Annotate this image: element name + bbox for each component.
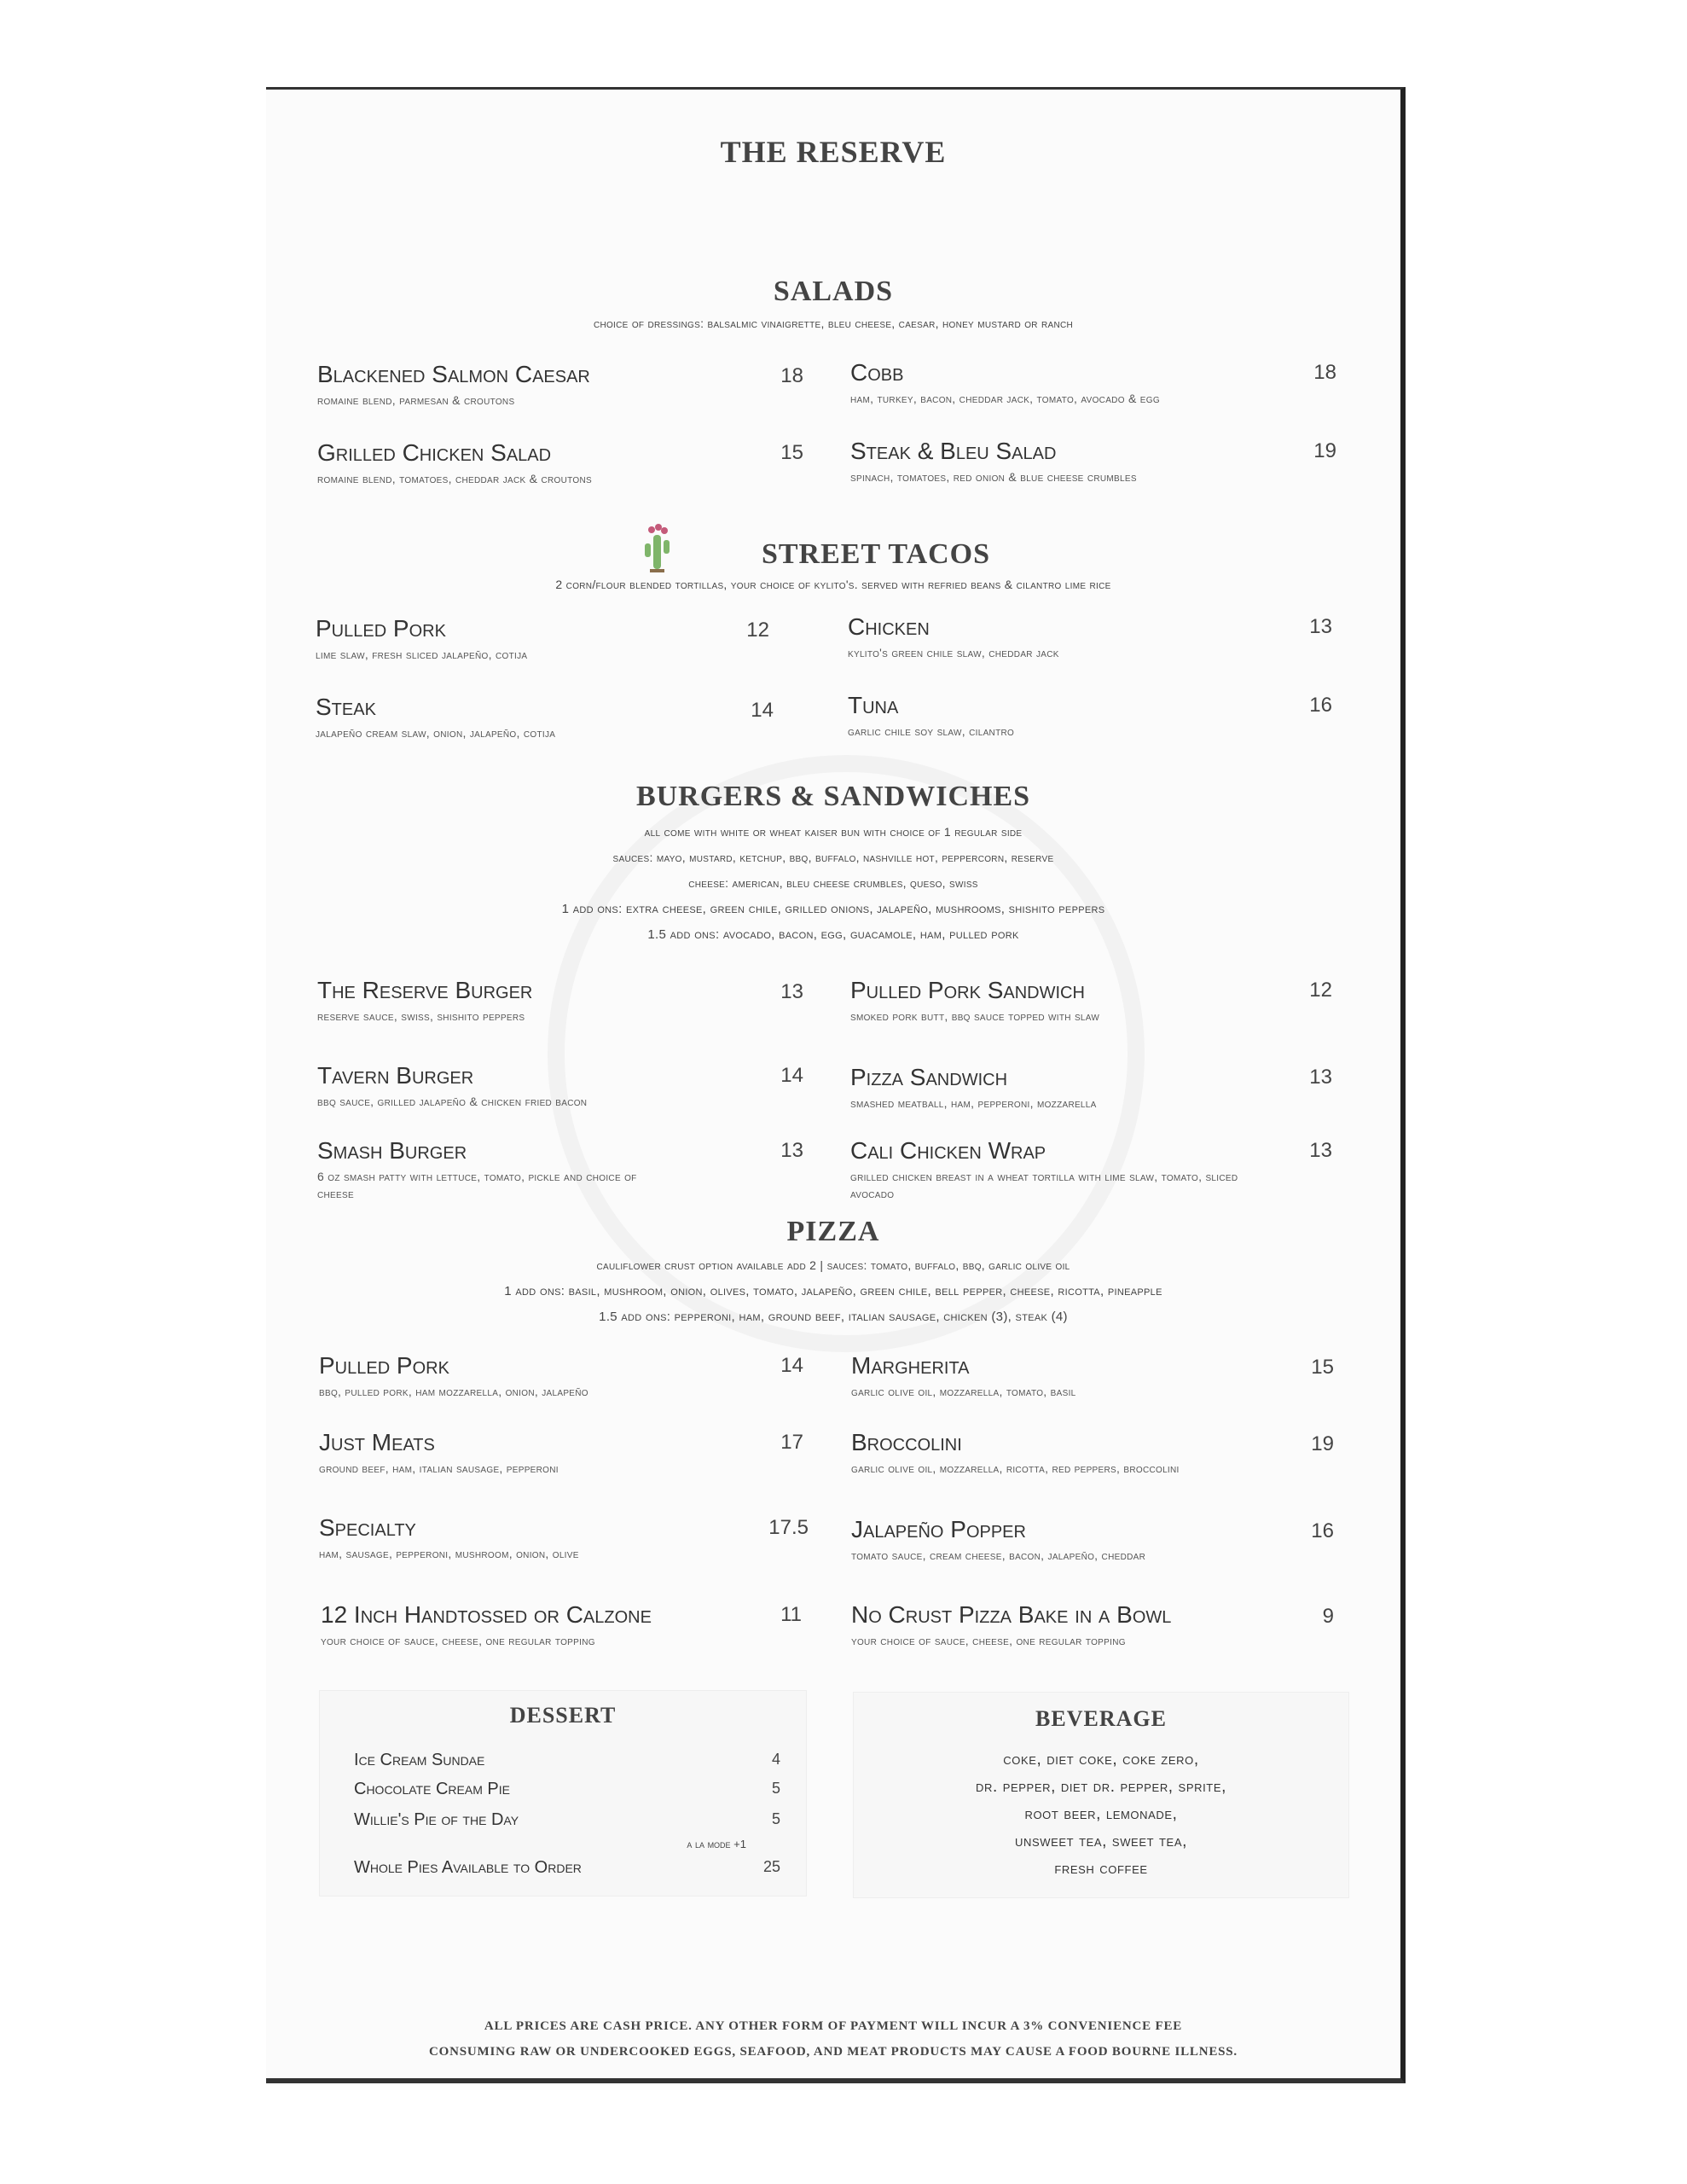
menu-item	[848, 692, 1325, 740]
item-price: 13	[1309, 615, 1332, 638]
pizza-note: 1.5 add ons: pepperoni, ham, ground beef, italian sausage, chicken (3), steak (4)	[599, 1310, 1068, 1324]
dessert-price: 5	[771, 1810, 780, 1827]
dessert-name: Ice Cream Sundae	[354, 1751, 485, 1769]
item-desc: kylito's green chile slaw, cheddar jack	[848, 646, 1059, 659]
menu-item	[851, 1601, 1329, 1649]
item-desc: 6 oz smash patty with lettuce, tomato, pickle and choice of cheese	[317, 1170, 637, 1200]
beverage-line: coke, diet coke, coke zero,	[1003, 1751, 1199, 1769]
item-name: Grilled Chicken Salad	[317, 439, 552, 466]
item-desc: spinach, tomatoes, red onion & blue cheese crumbles	[850, 470, 1137, 484]
item-price: 19	[1311, 1432, 1334, 1455]
item-desc: bbq, pulled pork, ham mozzarella, onion, jalapeño	[319, 1385, 588, 1398]
salads-dressing-note: choice of dressings: balsalmic vinaigrette, bleu cheese, caesar, honey mustard or ranch	[593, 317, 1074, 330]
item-name: No Crust Pizza Bake in a Bowl	[851, 1601, 1172, 1628]
burgers-note: sauces: mayo, mustard, ketchup, bbq, buffalo, nashville hot, peppercorn, reserve	[612, 851, 1054, 864]
item-price: 17	[780, 1431, 803, 1454]
beverage-line: dr. pepper, diet dr. pepper, sprite,	[976, 1778, 1226, 1796]
item-desc: grilled chicken breast in a wheat tortilla with lime slaw, tomato, sliced avocado	[850, 1170, 1238, 1200]
dessert-price: 4	[771, 1751, 780, 1768]
beverage-line: unsweet tea, sweet tea,	[1015, 1833, 1187, 1850]
item-name: The Reserve Burger	[317, 977, 533, 1003]
item-price: 18	[780, 364, 803, 387]
tacos-note: 2 corn/flour blended tortillas, your choice of kylito's. served with refried beans & cilantro lime rice	[555, 578, 1111, 591]
item-name: Pulled Pork	[319, 1352, 449, 1379]
item-desc: bbq sauce, grilled jalapeño & chicken fried bacon	[317, 1095, 588, 1108]
item-price: 13	[780, 1139, 803, 1162]
menu-item	[848, 613, 1325, 661]
burgers-note: cheese: american, bleu cheese crumbles, queso, swiss	[688, 876, 978, 890]
item-desc: garlic chile soy slaw, cilantro	[848, 724, 1015, 738]
pizza-note: cauliflower crust option available add 2 | sauces: tomato, buffalo, bbq, garlic olive oil	[596, 1258, 1070, 1272]
item-price: 19	[1313, 439, 1336, 462]
item-price: 14	[780, 1064, 803, 1087]
item-desc: garlic olive oil, mozzarella, ricotta, red peppers, broccolini	[851, 1461, 1180, 1475]
item-desc: jalapeño cream slaw, onion, jalapeño, cotija	[316, 726, 556, 740]
item-price: 17.5	[768, 1516, 809, 1539]
item-price: 13	[1309, 1139, 1332, 1162]
item-price: 18	[1313, 361, 1336, 384]
menu-item	[850, 438, 1328, 485]
a-la-mode-note: a la mode +1	[687, 1838, 746, 1850]
item-desc: romaine blend, tomatoes, cheddar jack & croutons	[317, 472, 592, 485]
menu-item	[317, 1137, 641, 1202]
menu-item	[850, 359, 1328, 407]
dessert-price: 5	[771, 1780, 780, 1797]
item-desc: garlic olive oil, mozzarella, tomato, basil	[851, 1385, 1076, 1398]
burgers-note: 1 add ons: extra cheese, green chile, grilled onions, jalapeño, mushrooms, shishito peppers	[561, 902, 1105, 916]
item-name: Steak	[316, 694, 376, 720]
beverage-title: BEVERAGE	[1035, 1706, 1167, 1731]
item-name: Pizza Sandwich	[850, 1064, 1008, 1090]
item-price: 12	[746, 619, 769, 642]
dessert-row	[354, 1751, 780, 1776]
item-desc: smoked pork butt, bbq sauce topped with slaw	[850, 1009, 1100, 1023]
item-desc: romaine blend, parmesan & croutons	[317, 393, 515, 407]
item-name: 12 Inch Handtossed or Calzone	[321, 1601, 652, 1628]
dessert-price: 25	[762, 1858, 780, 1875]
item-name: Steak & Bleu Salad	[850, 438, 1057, 464]
item-desc: ham, sausage, pepperoni, mushroom, onion, olive	[319, 1547, 579, 1560]
item-name: Jalapeño Popper	[851, 1516, 1026, 1542]
item-price: 13	[1309, 1066, 1332, 1089]
item-name: Margherita	[851, 1352, 970, 1379]
item-name: Broccolini	[851, 1429, 962, 1455]
item-name: Tuna	[848, 692, 899, 718]
beverage-box	[853, 1692, 1349, 1898]
item-price: 11	[780, 1603, 802, 1626]
menu-item	[319, 1429, 797, 1477]
item-name: Blackened Salmon Caesar	[317, 361, 590, 387]
item-name: Tavern Burger	[317, 1062, 474, 1089]
menu-item	[851, 1516, 1329, 1564]
menu-item	[850, 1064, 1328, 1112]
dessert-name: Willie's Pie of the Day	[354, 1810, 519, 1829]
item-desc: lime slaw, fresh sliced jalapeño, cotija	[316, 648, 528, 661]
dessert-row	[354, 1858, 780, 1884]
item-name: Cobb	[850, 359, 904, 386]
item-price: 16	[1311, 1519, 1334, 1542]
menu-item	[317, 439, 795, 487]
item-price: 15	[780, 441, 803, 464]
item-desc: reserve sauce, swiss, shishito peppers	[317, 1009, 525, 1023]
item-desc: ground beef, ham, italian sausage, pepperoni	[319, 1461, 559, 1475]
pizza-note: 1 add ons: basil, mushroom, onion, olives, tomato, jalapeño, green chile, bell pepper, cheese, ricotta, pineapple	[504, 1284, 1162, 1298]
footer-payment-note: ALL PRICES ARE CASH PRICE. ANY OTHER FORM OF PAYMENT WILL INCUR A 3% CONVENIENCE FEE	[484, 2019, 1183, 2033]
burgers-note: all come with white or wheat kaiser bun with choice of 1 regular side	[644, 825, 1023, 839]
menu-item	[321, 1601, 798, 1649]
menu-item	[319, 1514, 797, 1562]
menu-item	[851, 1352, 1329, 1400]
item-desc: tomato sauce, cream cheese, bacon, jalapeño, cheddar	[851, 1548, 1146, 1562]
item-name: Chicken	[848, 613, 930, 640]
item-price: 9	[1322, 1605, 1334, 1628]
item-price: 12	[1309, 979, 1332, 1002]
beverage-line: fresh coffee	[1054, 1860, 1148, 1878]
dessert-name: Whole Pies Available to Order	[354, 1858, 582, 1877]
restaurant-name: THE RESERVE	[720, 135, 947, 169]
menu-item	[850, 1137, 1243, 1202]
item-desc: smashed meatball, ham, pepperoni, mozzarella	[850, 1096, 1097, 1110]
menu-item	[316, 694, 793, 741]
item-price: 16	[1309, 694, 1332, 717]
footer-health-warning: CONSUMING RAW OR UNDERCOOKED EGGS, SEAFOOD, AND MEAT PRODUCTS MAY CAUSE A FOOD BOURNE ILLNESS.	[429, 2045, 1238, 2059]
item-name: Specialty	[319, 1514, 416, 1541]
burgers-note: 1.5 add ons: avocado, bacon, egg, guacamole, ham, pulled pork	[647, 927, 1019, 942]
menu-item	[850, 977, 1328, 1025]
menu-item	[317, 977, 795, 1025]
item-name: Pulled Pork	[316, 615, 446, 642]
item-price: 15	[1311, 1356, 1334, 1379]
menu-item	[317, 361, 795, 409]
tacos-title: STREET TACOS	[761, 538, 991, 570]
dessert-name: Chocolate Cream Pie	[354, 1780, 510, 1798]
dessert-row	[354, 1780, 780, 1805]
dessert-title: DESSERT	[509, 1703, 617, 1728]
dessert-row	[354, 1810, 780, 1836]
item-price: 13	[780, 980, 803, 1003]
item-price: 14	[780, 1354, 803, 1377]
burgers-title: BURGERS & SANDWICHES	[635, 781, 1031, 812]
item-name: Pulled Pork Sandwich	[850, 977, 1085, 1003]
item-name: Smash Burger	[317, 1137, 467, 1164]
beverage-line: root beer, lemonade,	[1024, 1805, 1178, 1823]
item-desc: your choice of sauce, cheese, one regular topping	[321, 1634, 595, 1647]
menu-item	[317, 1062, 795, 1110]
salads-title: SALADS	[773, 276, 894, 307]
pizza-title: PIZZA	[786, 1216, 880, 1247]
item-desc: ham, turkey, bacon, cheddar jack, tomato, avocado & egg	[850, 392, 1160, 405]
item-name: Just Meats	[319, 1429, 435, 1455]
item-price: 14	[751, 699, 774, 722]
menu-page	[266, 87, 1406, 2083]
dessert-box	[319, 1690, 807, 1896]
menu-item	[319, 1352, 797, 1400]
item-name: Cali Chicken Wrap	[850, 1137, 1046, 1164]
menu-item	[851, 1429, 1329, 1477]
item-desc: your choice of sauce, cheese, one regular topping	[851, 1634, 1126, 1647]
